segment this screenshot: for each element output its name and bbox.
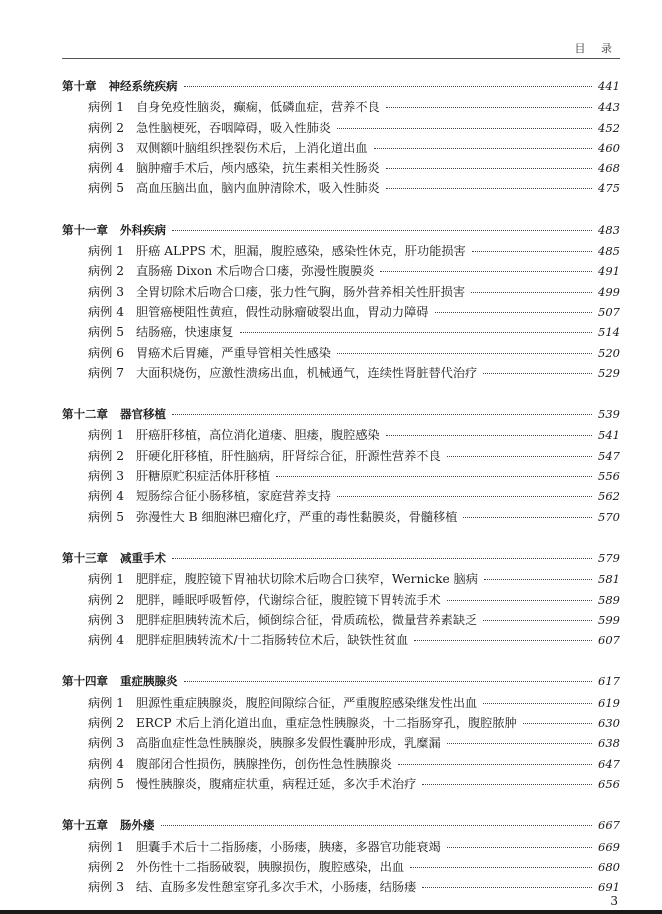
case-number: 病例 2 bbox=[88, 264, 125, 279]
case-title: 双侧额叶脑组织挫裂伤术后，上消化道出血 bbox=[136, 140, 368, 155]
case-page-number: 562 bbox=[598, 489, 620, 504]
case-page-number: 507 bbox=[598, 304, 620, 319]
case-title: 短肠综合征小肠移植，家庭营养支持 bbox=[136, 489, 331, 504]
dot-leader bbox=[483, 703, 592, 704]
case-page-number: 475 bbox=[598, 181, 620, 196]
case-number: 病例 4 bbox=[88, 633, 125, 648]
case-number: 病例 1 bbox=[88, 100, 125, 115]
case-title: 肝癌肝移植，高位消化道瘘、胆瘘，腹腔感染 bbox=[136, 428, 380, 443]
case-title: 肥胖症胆胰转流术/十二指肠转位术后，缺铁性贫血 bbox=[136, 633, 409, 648]
dot-leader bbox=[240, 332, 593, 333]
footer-rule bbox=[0, 910, 662, 914]
case-entry[interactable] bbox=[62, 714, 620, 734]
case-title: 全胃切除术后吻合口瘘，张力性气胸，肠外营养相关性肝损害 bbox=[136, 284, 466, 299]
case-page-number: 581 bbox=[598, 572, 620, 587]
page-number: 3 bbox=[610, 894, 618, 908]
case-number: 病例 1 bbox=[88, 572, 125, 587]
dot-leader bbox=[447, 743, 592, 744]
dot-leader bbox=[386, 107, 592, 108]
case-page-number: 630 bbox=[598, 716, 620, 731]
chapter-page-number: 483 bbox=[598, 222, 620, 237]
case-page-number: 547 bbox=[598, 448, 620, 463]
case-entry[interactable] bbox=[62, 159, 620, 179]
dot-leader bbox=[172, 230, 592, 231]
case-number: 病例 5 bbox=[88, 776, 125, 791]
chapter-number: 第十五章 bbox=[62, 818, 108, 833]
header-rule bbox=[62, 58, 620, 59]
dot-leader bbox=[463, 517, 592, 518]
case-page-number: 485 bbox=[598, 244, 620, 259]
case-page-number: 638 bbox=[598, 736, 620, 751]
case-entry[interactable] bbox=[62, 323, 620, 343]
case-number: 病例 3 bbox=[88, 469, 125, 484]
case-entry[interactable] bbox=[62, 426, 620, 446]
case-number: 病例 4 bbox=[88, 304, 125, 319]
case-title: ERCP 术后上消化道出血，重症急性胰腺炎，十二指肠穿孔，腹腔脓肿 bbox=[136, 716, 517, 731]
dot-leader bbox=[184, 681, 593, 682]
case-entry[interactable] bbox=[62, 179, 620, 199]
case-title: 肝癌 ALPPS 术，胆漏，腹腔感染，感染性休克，肝功能损害 bbox=[136, 244, 466, 259]
case-entry[interactable] bbox=[62, 611, 620, 631]
dot-leader bbox=[374, 148, 592, 149]
case-number: 病例 1 bbox=[88, 244, 125, 259]
case-title: 胆源性重症胰腺炎，腹腔间隙综合征，严重腹腔感染继发性出血 bbox=[136, 695, 478, 710]
chapter-entry[interactable] bbox=[62, 406, 620, 426]
case-page-number: 541 bbox=[598, 428, 620, 443]
case-entry[interactable] bbox=[62, 119, 620, 139]
case-title: 大面积烧伤，应激性溃疡出血，机械通气，连续性肾脏替代治疗 bbox=[136, 365, 478, 380]
chapter-number: 第十二章 bbox=[62, 407, 108, 422]
case-entry[interactable] bbox=[62, 878, 620, 898]
dot-leader bbox=[484, 579, 592, 580]
case-entry[interactable] bbox=[62, 139, 620, 159]
case-entry[interactable] bbox=[62, 467, 620, 487]
case-page-number: 619 bbox=[598, 695, 620, 710]
case-number: 病例 1 bbox=[88, 839, 125, 854]
case-entry[interactable] bbox=[62, 775, 620, 795]
chapter-title: 器官移植 bbox=[120, 407, 166, 422]
dot-leader bbox=[447, 456, 592, 457]
dot-leader bbox=[398, 764, 592, 765]
chapter-block bbox=[62, 817, 620, 898]
chapter-title: 神经系统疾病 bbox=[108, 79, 178, 93]
dot-leader bbox=[471, 292, 592, 293]
chapter-title: 肠外瘘 bbox=[120, 818, 155, 833]
case-title: 结肠癌，快速康复 bbox=[136, 325, 234, 340]
case-page-number: 529 bbox=[598, 365, 620, 380]
case-number: 病例 2 bbox=[88, 716, 125, 731]
chapter-block bbox=[62, 550, 620, 651]
case-page-number: 656 bbox=[598, 776, 620, 791]
case-number: 病例 3 bbox=[88, 612, 125, 627]
dot-leader bbox=[386, 188, 592, 189]
case-title: 脑肿瘤手术后，颅内感染，抗生素相关性肠炎 bbox=[136, 161, 380, 176]
case-page-number: 599 bbox=[598, 612, 620, 627]
case-title: 高脂血症性急性胰腺炎，胰腺多发假性囊肿形成，乳糜漏 bbox=[136, 736, 441, 751]
dot-leader bbox=[472, 251, 592, 252]
chapter-block bbox=[62, 78, 620, 200]
dot-leader bbox=[414, 640, 592, 641]
dot-leader bbox=[447, 847, 592, 848]
dot-leader bbox=[483, 373, 592, 374]
chapter-number: 第十一章 bbox=[62, 222, 108, 237]
case-entry[interactable] bbox=[62, 364, 620, 384]
case-entry[interactable] bbox=[62, 591, 620, 611]
dot-leader bbox=[483, 620, 592, 621]
case-entry[interactable] bbox=[62, 734, 620, 754]
case-number: 病例 4 bbox=[88, 756, 125, 771]
dot-leader bbox=[184, 86, 593, 87]
dot-leader bbox=[337, 128, 592, 129]
case-entry[interactable] bbox=[62, 344, 620, 364]
case-title: 自身免疫性脑炎，癫痫，低磷血症，营养不良 bbox=[136, 100, 380, 115]
case-number: 病例 3 bbox=[88, 140, 125, 155]
case-number: 病例 1 bbox=[88, 428, 125, 443]
case-page-number: 669 bbox=[598, 839, 620, 854]
case-entry[interactable] bbox=[62, 858, 620, 878]
case-number: 病例 5 bbox=[88, 509, 125, 524]
case-number: 病例 2 bbox=[88, 120, 125, 135]
case-page-number: 556 bbox=[598, 469, 620, 484]
case-entry[interactable] bbox=[62, 838, 620, 858]
case-page-number: 452 bbox=[598, 120, 620, 135]
case-title: 肥胖，睡眠呼吸暂停，代谢综合征，腹腔镜下胃转流手术 bbox=[136, 592, 441, 607]
case-page-number: 491 bbox=[598, 264, 620, 279]
chapter-page-number: 579 bbox=[598, 550, 620, 565]
case-entry[interactable] bbox=[62, 694, 620, 714]
dot-leader bbox=[386, 435, 592, 436]
case-title: 外伤性十二指肠破裂，胰腺损伤，腹腔感染，出血 bbox=[136, 859, 405, 874]
case-entry[interactable] bbox=[62, 262, 620, 282]
case-title: 腹部闭合性损伤，胰腺挫伤，创伤性急性胰腺炎 bbox=[136, 756, 392, 771]
chapter-number: 第十四章 bbox=[62, 674, 108, 689]
case-entry[interactable] bbox=[62, 631, 620, 651]
case-entry[interactable] bbox=[62, 98, 620, 118]
case-number: 病例 2 bbox=[88, 448, 125, 463]
dot-leader bbox=[410, 867, 592, 868]
case-title: 急性脑梗死，吞咽障碍，吸入性肺炎 bbox=[136, 120, 331, 135]
dot-leader bbox=[447, 600, 592, 601]
case-title: 肝糖原贮积症活体肝移植 bbox=[136, 469, 271, 484]
case-page-number: 443 bbox=[598, 100, 620, 115]
case-title: 肥胖症，腹腔镜下胃袖状切除术后吻合口狭窄，Wernicke 脑病 bbox=[136, 572, 478, 587]
chapter-page-number: 441 bbox=[598, 79, 620, 93]
case-number: 病例 3 bbox=[88, 736, 125, 751]
chapter-entry[interactable] bbox=[62, 78, 620, 98]
chapter-title: 外科疾病 bbox=[120, 222, 166, 237]
chapter-block bbox=[62, 673, 620, 795]
case-page-number: 607 bbox=[598, 633, 620, 648]
dot-leader bbox=[276, 476, 592, 477]
case-page-number: 647 bbox=[598, 756, 620, 771]
case-title: 结、直肠多发性憩室穿孔多次手术，小肠瘘，结肠瘘 bbox=[136, 880, 417, 895]
case-number: 病例 2 bbox=[88, 592, 125, 607]
case-number: 病例 7 bbox=[88, 365, 125, 380]
case-title: 肝硬化肝移植，肝性脑病，肝肾综合征，肝源性营养不良 bbox=[136, 448, 441, 463]
case-entry[interactable] bbox=[62, 283, 620, 303]
case-page-number: 570 bbox=[598, 509, 620, 524]
case-title: 慢性胰腺炎，腹痛症状重，病程迁延，多次手术治疗 bbox=[136, 776, 417, 791]
case-title: 高血压脑出血，脑内血肿清除术，吸入性肺炎 bbox=[136, 181, 380, 196]
chapter-page-number: 539 bbox=[598, 407, 620, 422]
case-page-number: 468 bbox=[598, 161, 620, 176]
case-entry[interactable] bbox=[62, 303, 620, 323]
case-entry[interactable] bbox=[62, 487, 620, 507]
case-title: 直肠癌 Dixon 术后吻合口瘘，弥漫性腹膜炎 bbox=[136, 264, 375, 279]
case-number: 病例 5 bbox=[88, 325, 125, 340]
case-entry[interactable] bbox=[62, 447, 620, 467]
case-number: 病例 4 bbox=[88, 489, 125, 504]
dot-leader bbox=[380, 271, 592, 272]
chapter-title: 重症胰腺炎 bbox=[120, 674, 178, 689]
table-of-contents bbox=[62, 78, 620, 898]
dot-leader bbox=[161, 825, 593, 826]
dot-leader bbox=[172, 558, 592, 559]
case-page-number: 520 bbox=[598, 345, 620, 360]
chapter-page-number: 667 bbox=[598, 818, 620, 833]
chapter-entry[interactable] bbox=[62, 817, 620, 837]
dot-leader bbox=[435, 312, 593, 313]
chapter-block bbox=[62, 406, 620, 528]
dot-leader bbox=[337, 353, 592, 354]
case-title: 胆管癌梗阻性黄疸，假性动脉瘤破裂出血，胃动力障碍 bbox=[136, 304, 429, 319]
case-page-number: 460 bbox=[598, 140, 620, 155]
chapter-number: 第十章 bbox=[62, 79, 97, 93]
case-title: 弥漫性大 B 细胞淋巴瘤化疗，严重的毒性黏膜炎，骨髓移植 bbox=[136, 509, 458, 524]
dot-leader bbox=[337, 496, 592, 497]
case-entry[interactable] bbox=[62, 570, 620, 590]
case-page-number: 691 bbox=[598, 880, 620, 895]
case-number: 病例 2 bbox=[88, 859, 125, 874]
running-head: 目 录 bbox=[574, 42, 618, 55]
chapter-number: 第十三章 bbox=[62, 550, 108, 565]
chapter-page-number: 617 bbox=[598, 674, 620, 689]
dot-leader bbox=[422, 887, 592, 888]
case-number: 病例 1 bbox=[88, 695, 125, 710]
dot-leader bbox=[523, 723, 592, 724]
chapter-entry[interactable] bbox=[62, 673, 620, 693]
chapter-title: 减重手术 bbox=[120, 550, 166, 565]
case-number: 病例 4 bbox=[88, 161, 125, 176]
case-title: 肥胖症胆胰转流术后，倾倒综合征，骨质疏松，微量营养素缺乏 bbox=[136, 612, 478, 627]
case-title: 胃癌术后胃瘫，严重导管相关性感染 bbox=[136, 345, 331, 360]
case-number: 病例 3 bbox=[88, 284, 125, 299]
case-page-number: 499 bbox=[598, 284, 620, 299]
chapter-entry[interactable] bbox=[62, 550, 620, 570]
case-number: 病例 3 bbox=[88, 880, 125, 895]
case-page-number: 680 bbox=[598, 859, 620, 874]
case-entry[interactable] bbox=[62, 508, 620, 528]
case-page-number: 514 bbox=[598, 325, 620, 340]
case-page-number: 589 bbox=[598, 592, 620, 607]
dot-leader bbox=[422, 784, 592, 785]
case-number: 病例 5 bbox=[88, 181, 125, 196]
chapter-block bbox=[62, 222, 620, 384]
dot-leader bbox=[386, 168, 592, 169]
case-title: 胆囊手术后十二指肠瘘，小肠瘘，胰瘘，多器官功能衰竭 bbox=[136, 839, 441, 854]
dot-leader bbox=[172, 414, 592, 415]
case-entry[interactable] bbox=[62, 755, 620, 775]
case-number: 病例 6 bbox=[88, 345, 125, 360]
case-entry[interactable] bbox=[62, 242, 620, 262]
chapter-entry[interactable] bbox=[62, 222, 620, 242]
